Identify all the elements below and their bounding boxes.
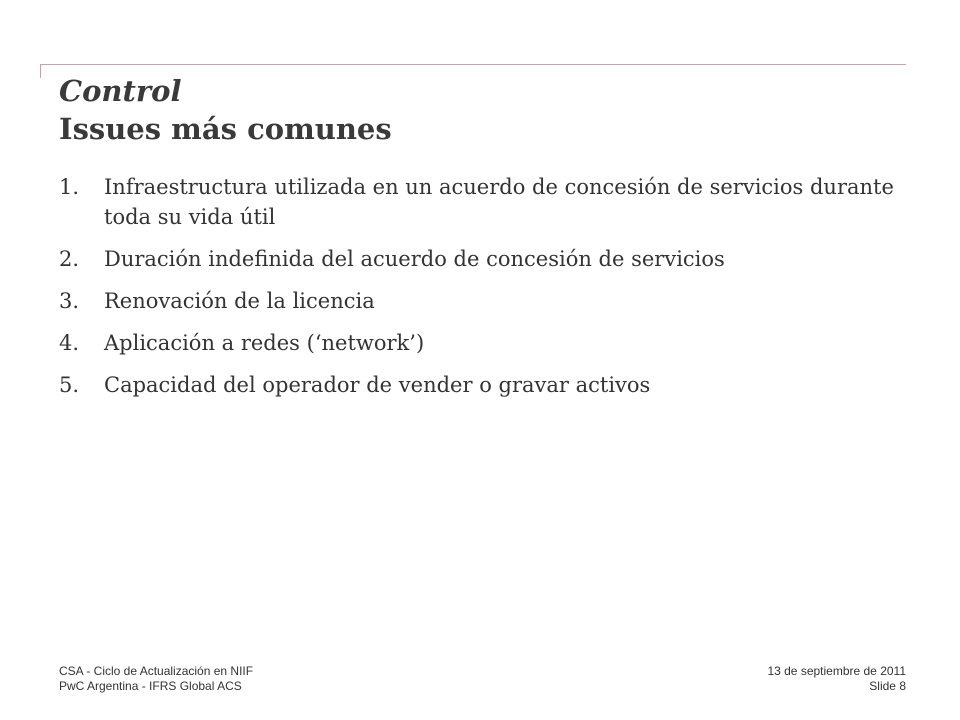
footer-organization: PwC Argentina - IFRS Global ACS xyxy=(59,679,242,693)
slide-title xyxy=(59,72,919,148)
list-item xyxy=(59,172,909,232)
list-item-text: Infraestructura utilizada en un acuerdo de concesión de servicios durante toda su vida útil xyxy=(104,175,894,229)
list-item xyxy=(59,328,909,358)
list-item-number: 3. xyxy=(59,289,80,313)
list-item-number: 5. xyxy=(59,373,80,397)
title-line-2: Issues más comunes xyxy=(59,112,392,146)
list-item xyxy=(59,244,909,274)
list-item xyxy=(59,370,909,400)
list-item-text: Aplicación a redes (‘network’) xyxy=(104,331,425,355)
list-item-number: 4. xyxy=(59,331,80,355)
list-item xyxy=(59,286,909,316)
list-item-text: Duración indefinida del acuerdo de concesión de servicios xyxy=(104,247,725,271)
list-item-text: Capacidad del operador de vender o gravar activos xyxy=(104,373,651,397)
top-rule xyxy=(40,64,906,65)
footer-right xyxy=(767,664,906,694)
footer-event-name: CSA - Ciclo de Actualización en NIIF xyxy=(59,664,254,678)
footer-date: 13 de septiembre de 2011 xyxy=(767,664,906,678)
list-item-number: 2. xyxy=(59,247,80,271)
issues-list xyxy=(59,172,909,412)
footer-left xyxy=(59,664,253,694)
title-line-1: Control xyxy=(59,74,182,108)
top-rule-tick xyxy=(40,64,41,78)
footer-slide-number: Slide 8 xyxy=(869,679,906,693)
list-item-text: Renovación de la licencia xyxy=(104,289,375,313)
list-item-number: 1. xyxy=(59,175,80,199)
